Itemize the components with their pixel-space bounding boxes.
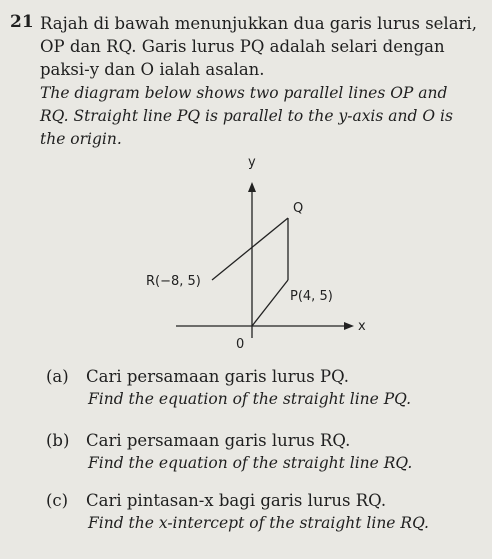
part-b-english: Find the equation of the straight line RQ. xyxy=(88,454,413,472)
x-axis-label: x xyxy=(358,319,366,334)
part-a xyxy=(46,366,476,410)
part-b-letter: (b) xyxy=(46,431,70,450)
y-axis-label: y xyxy=(248,155,256,170)
origin-label: 0 xyxy=(236,337,245,352)
question-text-english: The diagram below shows two parallel lines OP and RQ. Straight line PQ is parallel to the y-axis and O is the origin. xyxy=(40,84,453,148)
part-a-english: Find the equation of the straight line PQ. xyxy=(88,390,412,408)
point-r-label: R(−8, 5) xyxy=(146,274,201,289)
part-c-english: Find the x-intercept of the straight line RQ. xyxy=(88,514,429,532)
line-op xyxy=(252,280,288,326)
point-p-label: P(4, 5) xyxy=(290,289,333,304)
coordinate-diagram xyxy=(140,148,380,358)
point-q-label: Q xyxy=(293,201,304,216)
part-c xyxy=(46,490,476,534)
part-b-malay: Cari persamaan garis lurus RQ. xyxy=(86,431,351,450)
x-axis-arrow xyxy=(344,322,354,330)
part-c-letter: (c) xyxy=(46,491,69,510)
question-text-malay: Rajah di bawah menunjukkan dua garis lurus selari, OP dan RQ. Garis lurus PQ adalah selari dengan paksi-y dan O ialah asalan. xyxy=(40,14,477,79)
part-a-letter: (a) xyxy=(46,367,69,386)
part-b xyxy=(46,430,476,474)
y-axis-arrow xyxy=(248,182,256,192)
line-rq xyxy=(212,218,288,280)
question-number: 21 xyxy=(10,12,34,32)
part-c-malay: Cari pintasan-x bagi garis lurus RQ. xyxy=(86,491,387,510)
part-a-malay: Cari persamaan garis lurus PQ. xyxy=(86,367,350,386)
